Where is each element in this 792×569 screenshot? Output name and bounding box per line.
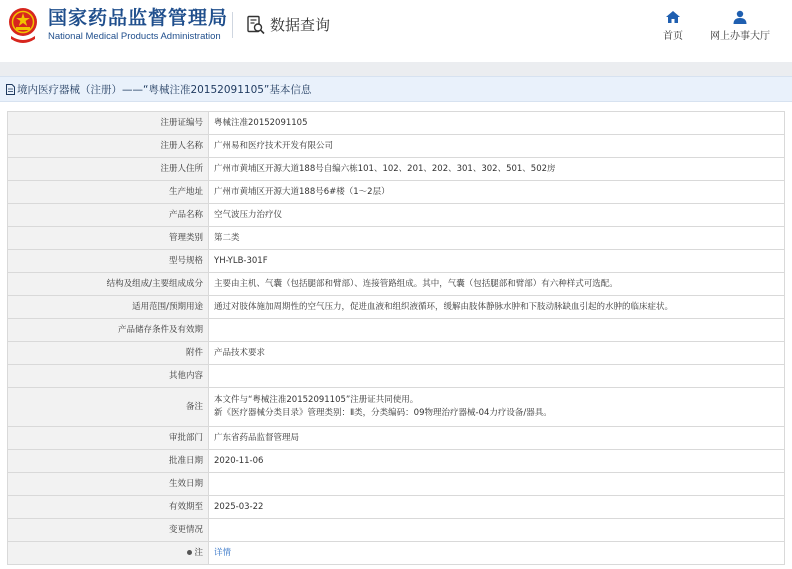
nav-service-hall[interactable]: [708, 10, 772, 42]
row-label: 生效日期: [8, 473, 209, 496]
org-name-en: National Medical Products Administration: [48, 31, 221, 42]
table-row: [8, 112, 785, 135]
remark-line-2: 新《医疗器械分类目录》管理类别：Ⅱ类，分类编码：09物理治疗器械-04力疗设备/器具。: [214, 408, 552, 418]
row-value: 主要由主机、气囊（包括腿部和臂部）、连接管路组成。其中，气囊（包括腿部和臂部）有六种样式可选配。: [209, 273, 785, 296]
row-label: 有效期至: [8, 496, 209, 519]
row-label: 注册证编号: [8, 112, 209, 135]
brand[interactable]: [48, 6, 228, 43]
row-value: 2020-11-06: [209, 450, 785, 473]
table-row: [8, 519, 785, 542]
row-label: 备注: [8, 388, 209, 427]
row-value: 粤械注准20152091105: [209, 112, 785, 135]
table-row: [8, 388, 785, 427]
row-value: 2025-03-22: [209, 496, 785, 519]
row-label: 批准日期: [8, 450, 209, 473]
table-row: [8, 542, 785, 565]
table-row: [8, 450, 785, 473]
national-emblem-icon: [6, 6, 40, 44]
nav-home-label: 首页: [663, 31, 683, 42]
table-row: [8, 250, 785, 273]
remark-line-1: 本文件与“粤械注准20152091105”注册证共同使用。: [214, 395, 419, 405]
row-value: [209, 519, 785, 542]
row-value: [209, 388, 785, 427]
row-label: 产品名称: [8, 204, 209, 227]
row-label: 审批部门: [8, 427, 209, 450]
row-label: 变更情况: [8, 519, 209, 542]
row-label: 注册人住所: [8, 158, 209, 181]
row-value: 产品技术要求: [209, 342, 785, 365]
org-name-cn: 国家药品监督管理局: [48, 7, 229, 29]
row-value: 广州市黄埔区开源大道188号自编六栋101、102、201、202、301、302、501、502房: [209, 158, 785, 181]
details-link[interactable]: 详情: [214, 548, 232, 558]
row-label: 其他内容: [8, 365, 209, 388]
header-divider: [232, 12, 233, 38]
user-icon: [732, 10, 748, 24]
table-row: [8, 135, 785, 158]
table-row: [8, 181, 785, 204]
table-row: [8, 273, 785, 296]
row-label: 结构及组成/主要组成成分: [8, 273, 209, 296]
document-icon: [6, 84, 15, 95]
row-label: 产品储存条件及有效期: [8, 319, 209, 342]
section-title-bar: [0, 76, 792, 102]
row-value: 广州易和医疗技术开发有限公司: [209, 135, 785, 158]
table-row: [8, 496, 785, 519]
row-label: 型号规格: [8, 250, 209, 273]
table-row: [8, 296, 785, 319]
detail-table: [7, 111, 785, 565]
row-label: 管理类别: [8, 227, 209, 250]
row-value: YH-YLB-301F: [209, 250, 785, 273]
row-label: 生产地址: [8, 181, 209, 204]
row-value: 空气波压力治疗仪: [209, 204, 785, 227]
row-value: 广东省药品监督管理局: [209, 427, 785, 450]
row-label: 注册人名称: [8, 135, 209, 158]
site-header: [0, 0, 792, 56]
row-value: [209, 542, 785, 565]
table-row: [8, 227, 785, 250]
search-document-icon: [246, 15, 266, 35]
row-label: 适用范围/预期用途: [8, 296, 209, 319]
row-value: 通过对肢体施加周期性的空气压力，促进血液和组织液循环，缓解由肢体静脉水肿和下肢动脉缺血引起的水肿的临床症状。: [209, 296, 785, 319]
nav-service-hall-label: 网上办事大厅: [710, 31, 770, 42]
table-row: [8, 319, 785, 342]
table-row: [8, 342, 785, 365]
table-row: [8, 158, 785, 181]
data-query-label: 数据查询: [270, 16, 331, 34]
note-bullet-icon: [187, 550, 192, 555]
row-value: 第二类: [209, 227, 785, 250]
home-icon: [665, 10, 681, 24]
table-row: [8, 204, 785, 227]
row-value: [209, 319, 785, 342]
note-label: 注: [194, 548, 203, 558]
divider-band: [0, 62, 792, 76]
table-row: [8, 365, 785, 388]
nav-home[interactable]: [659, 10, 687, 42]
table-row: [8, 427, 785, 450]
row-label: [8, 542, 209, 565]
section-title: 境内医疗器械（注册）——“粤械注准20152091105”基本信息: [17, 83, 312, 96]
data-query-link[interactable]: [246, 14, 330, 35]
table-row: [8, 473, 785, 496]
row-label: 附件: [8, 342, 209, 365]
row-value: 广州市黄埔区开源大道188号6#楼（1～2层）: [209, 181, 785, 204]
row-value: [209, 473, 785, 496]
row-value: [209, 365, 785, 388]
